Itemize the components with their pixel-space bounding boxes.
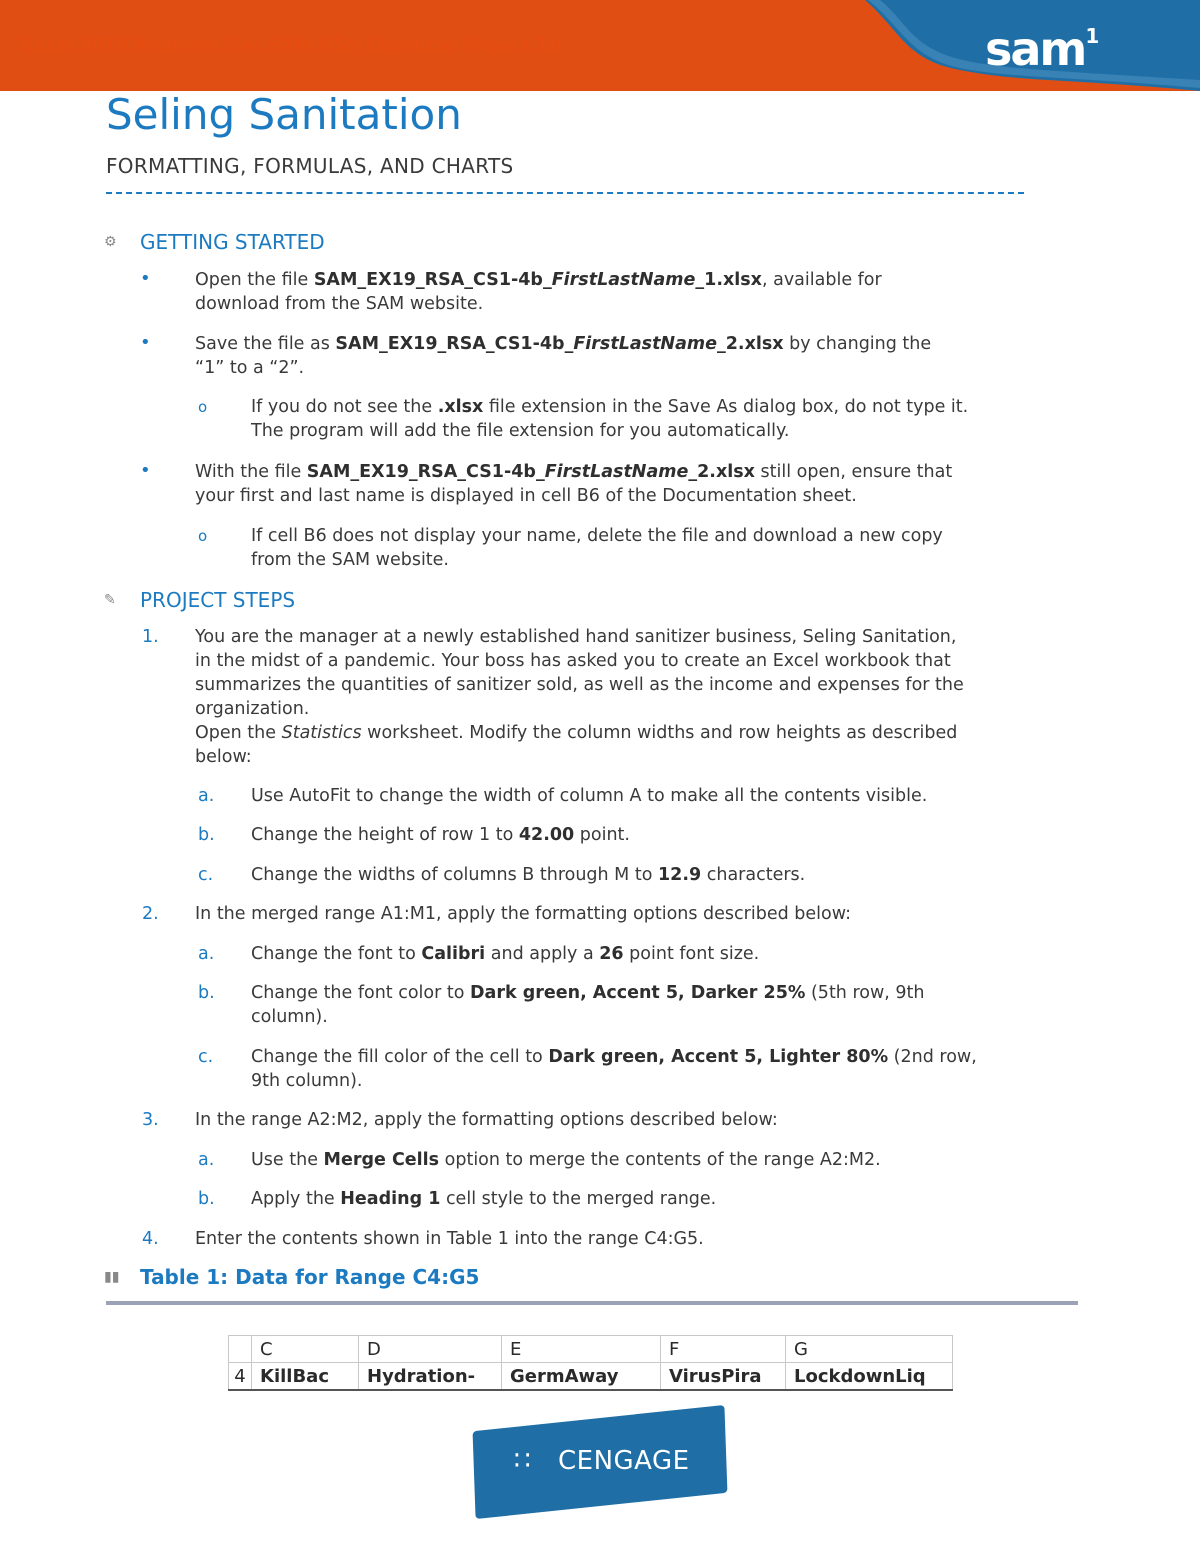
bullet-dot: •	[140, 268, 151, 289]
text: “1” to a “2”.	[195, 358, 305, 378]
pencil-icon: ✎	[104, 592, 116, 608]
text: Change the font to	[251, 944, 422, 964]
sub-step-letter: c.	[198, 865, 214, 885]
value: Calibri	[421, 944, 486, 964]
table-header-row	[229, 1336, 953, 1363]
sam-logo-text: sam	[985, 22, 1086, 76]
value: 26	[599, 944, 624, 964]
cengage-brand-text: CENGAGE	[558, 1446, 690, 1476]
table-heading	[104, 1265, 479, 1289]
step-number: 4.	[142, 1229, 159, 1249]
step-1b-text	[251, 823, 1086, 847]
sub-step-letter: a.	[198, 944, 215, 964]
value: Dark green, Accent 5, Lighter 80%	[548, 1047, 889, 1067]
text: by changing the	[783, 334, 932, 354]
header-banner	[0, 0, 1200, 91]
document-subtitle: FORMATTING, FORMULAS, AND CHARTS	[106, 154, 514, 178]
text: , available for	[761, 270, 882, 290]
filename: _2.xlsx	[688, 462, 755, 482]
getting-started-item-3	[195, 460, 1085, 508]
table-heading-rule	[106, 1301, 1078, 1305]
step-2a-text	[251, 942, 1086, 966]
filename-italic: FirstLastName	[544, 462, 689, 482]
step-number: 3.	[142, 1110, 159, 1130]
value: 12.9	[657, 865, 702, 885]
table-cell: VirusPira	[661, 1363, 786, 1391]
cengage-mark-icon: ∷	[514, 1446, 531, 1476]
text: option to merge the contents of the range A2:M2.	[439, 1150, 881, 1170]
chart-icon: ▮▮	[104, 1269, 120, 1285]
sheet-name: Statistics	[281, 723, 362, 743]
getting-started-label: GETTING STARTED	[140, 230, 325, 254]
getting-started-heading	[104, 230, 325, 254]
text: Open the	[195, 723, 282, 743]
text: Apply the	[251, 1189, 341, 1209]
step-3b-text	[251, 1187, 1086, 1211]
filename: _1.xlsx	[695, 270, 762, 290]
sub-step-letter: b.	[198, 825, 215, 845]
text: The program will add the file extension for you automatically.	[251, 421, 790, 441]
project-steps-heading	[104, 588, 295, 612]
text: If cell B6 does not display your name, delete the file and download a new copy	[251, 526, 943, 546]
text: file extension in the Save As dialog box, do not type it.	[483, 397, 969, 417]
bullet-dot: •	[140, 460, 151, 481]
sub-step-letter: a.	[198, 786, 215, 806]
text: Save the file as	[195, 334, 336, 354]
column-header: F	[661, 1336, 786, 1363]
text: column).	[251, 1007, 328, 1027]
text: Change the font color to	[251, 983, 471, 1003]
project-steps-label: PROJECT STEPS	[140, 588, 296, 612]
filename: SAM_EX19_RSA_CS1-4b_	[313, 270, 552, 290]
bullet-dot: •	[140, 332, 151, 353]
text: point.	[574, 825, 630, 845]
extension: .xlsx	[437, 397, 484, 417]
table-row	[229, 1363, 953, 1391]
text: Change the widths of columns B through M to	[251, 865, 658, 885]
filename-italic: FirstLastName	[573, 334, 717, 354]
row-header: 4	[229, 1363, 252, 1391]
step-1a-text: Use AutoFit to change the width of column A to make all the contents visible.	[251, 786, 928, 806]
filename: _2.xlsx	[717, 334, 784, 354]
text: Change the fill color of the cell to	[251, 1047, 549, 1067]
step-3a-text	[251, 1148, 1086, 1172]
sub-step-letter: b.	[198, 983, 215, 1003]
filename: SAM_EX19_RSA_CS1-4b_	[306, 462, 545, 482]
step-1c-text	[251, 863, 1086, 887]
text: download from the SAM website.	[195, 294, 484, 314]
step-2-text: In the merged range A1:M1, apply the formatting options described below:	[195, 904, 851, 924]
sub-step-letter: a.	[198, 1150, 215, 1170]
step-4-text: Enter the contents shown in Table 1 into the range C4:G5.	[195, 1229, 704, 1249]
text: cell style to the merged range.	[440, 1189, 717, 1209]
sub-step-letter: b.	[198, 1189, 215, 1209]
step-number: 1.	[142, 627, 159, 647]
header-title: Excel 2019 Modules 1-4: SAM RSA Capstone Project 1b	[22, 34, 562, 56]
data-table	[228, 1335, 953, 1391]
filename: SAM_EX19_RSA_CS1-4b_	[335, 334, 574, 354]
getting-started-item-2	[195, 332, 1085, 380]
text: organization.	[195, 699, 310, 719]
table-cell: LockdownLiq	[786, 1363, 953, 1391]
value: Merge Cells	[323, 1150, 440, 1170]
cengage-logo	[474, 1418, 726, 1506]
sam-logo: sam$^1$	[985, 22, 1100, 76]
text: your first and last name is displayed in cell B6 of the Documentation sheet.	[195, 486, 857, 506]
table-cell: Hydration-	[359, 1363, 502, 1391]
table-cell: KillBac	[252, 1363, 359, 1391]
table-heading-label: Table 1: Data for Range C4:G5	[140, 1265, 480, 1289]
text: With the file	[195, 462, 307, 482]
text: 9th column).	[251, 1071, 363, 1091]
text: Use the	[251, 1150, 324, 1170]
corner-cell	[229, 1336, 252, 1363]
table-cell: GermAway	[502, 1363, 661, 1391]
value: Dark green, Accent 5, Darker 25%	[470, 983, 806, 1003]
step-3-text: In the range A2:M2, apply the formatting options described below:	[195, 1110, 778, 1130]
text: characters.	[701, 865, 806, 885]
sub-bullet: o	[198, 527, 208, 545]
column-header: C	[252, 1336, 359, 1363]
text: point font size.	[623, 944, 760, 964]
text: summarizes the quantities of sanitizer sold, as well as the income and expenses for the	[195, 675, 964, 695]
value: Heading 1	[340, 1189, 441, 1209]
step-number: 2.	[142, 904, 159, 924]
column-header: G	[786, 1336, 953, 1363]
text: (5th row, 9th	[805, 983, 925, 1003]
column-header: D	[359, 1336, 502, 1363]
text: (2nd row,	[888, 1047, 977, 1067]
getting-started-subitem-2	[251, 395, 1086, 443]
getting-started-subitem-3	[251, 524, 1086, 572]
filename-italic: FirstLastName	[551, 270, 696, 290]
value: 42.00	[518, 825, 575, 845]
text: Change the height of row 1 to	[251, 825, 519, 845]
title-divider	[106, 192, 1024, 194]
text: below:	[195, 747, 252, 767]
text: still open, ensure that	[754, 462, 953, 482]
sub-bullet: o	[198, 398, 208, 416]
text: If you do not see the	[251, 397, 438, 417]
step-1-text	[195, 625, 1085, 769]
document-title: Seling Sanitation	[106, 90, 462, 139]
gear-icon: ⚙	[104, 234, 117, 250]
text: in the midst of a pandemic. Your boss has asked you to create an Excel workbook that	[195, 651, 951, 671]
text: Open the file	[195, 270, 314, 290]
column-header: E	[502, 1336, 661, 1363]
step-2b-text	[251, 981, 1086, 1029]
text: and apply a	[485, 944, 600, 964]
sub-step-letter: c.	[198, 1047, 214, 1067]
text: You are the manager at a newly established hand sanitizer business, Seling Sanitation,	[195, 627, 957, 647]
step-2c-text	[251, 1045, 1086, 1093]
text: worksheet. Modify the column widths and row heights as described	[361, 723, 958, 743]
text: from the SAM website.	[251, 550, 449, 570]
getting-started-item-1	[195, 268, 1085, 316]
